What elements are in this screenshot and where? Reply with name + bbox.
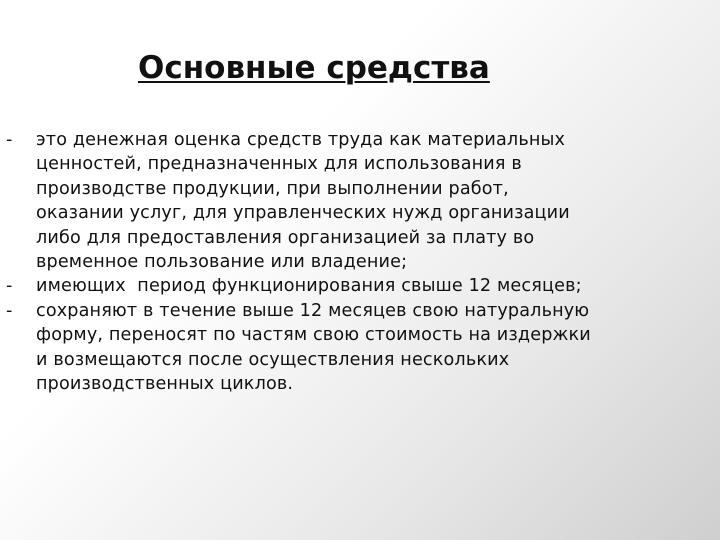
definition-list: [6, 128, 646, 396]
text-line: ценностей, предназначенных для использования в: [36, 154, 522, 175]
bullet-dash: -: [6, 300, 13, 321]
bullet-dash: -: [6, 276, 13, 297]
list-item: [6, 128, 646, 274]
text-line: форму, переносят по частям свою стоимость на издержки: [36, 325, 591, 346]
bullet-dash: -: [6, 130, 13, 150]
text-line: это денежная оценка средств труда как материальных: [36, 130, 566, 150]
text-line: и возмещаются после осуществления нескольких: [36, 349, 510, 370]
slide-title: Основные средства: [138, 50, 490, 86]
list-item: [6, 299, 646, 397]
text-line: либо для предоставления организацией за плату во: [36, 227, 535, 248]
list-item: [6, 274, 646, 298]
text-line: оказании услуг, для управленческих нужд организации: [36, 203, 570, 224]
text-line: сохраняют в течение выше 12 месяцев свою натуральную: [36, 300, 590, 321]
text-line: имеющих период функционирования свыше 12 месяцев;: [36, 276, 582, 297]
text-line: производственных циклов.: [36, 374, 294, 395]
text-line: производстве продукции, при выполнении работ,: [36, 178, 509, 199]
text-line: временное пользование или владение;: [36, 252, 408, 273]
